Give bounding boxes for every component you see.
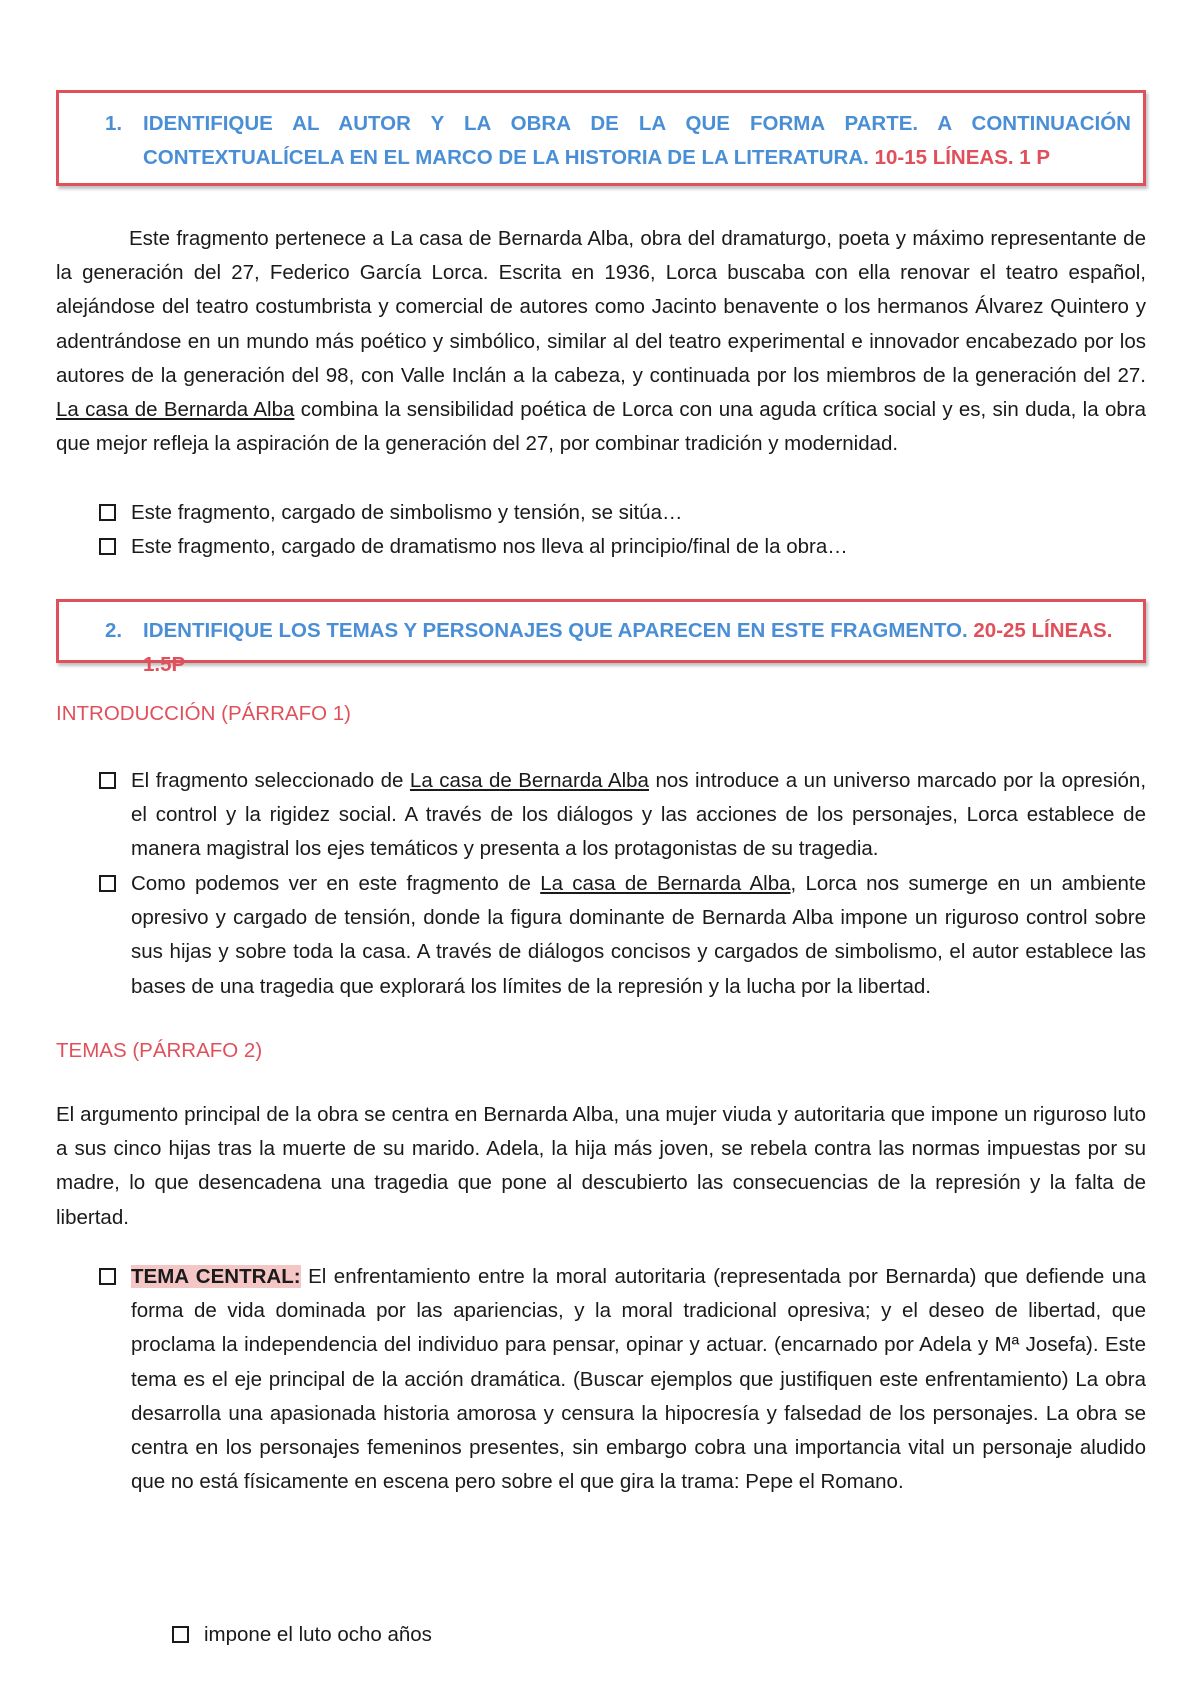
question-1-number: 1. bbox=[105, 112, 123, 135]
intro-heading: INTRODUCCIÓN (PÁRRAFO 1) bbox=[56, 702, 351, 725]
question-1-box bbox=[56, 90, 1146, 186]
checkbox[interactable] bbox=[99, 875, 116, 892]
intro-item-2 bbox=[131, 867, 1146, 1004]
checkbox[interactable] bbox=[99, 504, 116, 521]
intro-item-1-start: El fragmento seleccionado de bbox=[131, 769, 404, 792]
question-2-prompt: IDENTIFIQUE LOS TEMAS Y PERSONAJES QUE APARECEN EN ESTE FRAGMENTO. bbox=[143, 619, 968, 642]
temas-heading: TEMAS (PÁRRAFO 2) bbox=[56, 1039, 263, 1062]
intro-item-1 bbox=[131, 764, 1146, 867]
checkbox[interactable] bbox=[99, 538, 116, 555]
tema-central-text: El enfrentamiento entre la moral autoritaria (representada por Bernarda) que defiende una forma de vida dominada por las apariencias, y la moral tradicional opresiva; y el deseo de libertad, que proclama la independencia del individuo para pensar, opinar y actuar. (encarnado por Adela y Mª Josefa). Este tema es el eje principal de la acción dramática. (Buscar ejemplos que justifiquen este enfrentamiento) La obra desarrolla una apasionada historia amorosa y censura la hipocresía y falsedad de los personajes. La obra se centra en los personajes femeninos presentes, sin embargo cobra una importancia vital un personaje aludido que no está físicamente en escena pero sobre el que gira la trama: Pepe el Romano. bbox=[131, 1265, 1147, 1494]
argumento-paragraph: El argumento principal de la obra se centra en Bernarda Alba, una mujer viuda y autoritaria que impone un riguroso luto a sus cinco hijas tras la muerte de su marido. Adela, la hija más joven, se rebela contra las normas impuestas por su madre, lo que desencadena una tragedia que pone al descubierto las consecuencias de la represión y la falta de libertad. bbox=[56, 1103, 1146, 1229]
sub-item: impone el luto ocho años bbox=[204, 1623, 432, 1646]
intro-item-2-end: , Lorca nos sumerge en un ambiente opresivo y cargado de tensión, donde la figura dominante de Bernarda Alba impone un riguroso control sobre sus hijas y sobre toda la casa. A través de diálogos concisos y cargados de simbolismo, el autor establece las bases de una tragedia que explorará los límites de la represión y la lucha por la libertad. bbox=[131, 872, 1146, 998]
question-1-prompt: IDENTIFIQUE AL AUTOR Y LA OBRA DE LA QUE FORMA PARTE. A CONTINUACIÓN CONTEXTUALÍCELA EN EL MARCO DE LA HISTORIA DE LA LITERATURA. bbox=[143, 112, 1131, 169]
answer-1-title: La casa de Bernarda Alba bbox=[56, 398, 295, 422]
question-1-text bbox=[143, 107, 1131, 175]
question-2-points: 20-25 LÍNEAS. 1.5P bbox=[143, 619, 1113, 676]
question-2-number: 2. bbox=[105, 619, 123, 642]
checkbox[interactable] bbox=[99, 1268, 116, 1285]
intro-item-1-title: La casa de Bernarda Alba bbox=[409, 769, 649, 792]
question-1-points: 10-15 LÍNEAS. 1 P bbox=[874, 146, 1051, 169]
checklist-item: Este fragmento, cargado de dramatismo nos lleva al principio/final de la obra… bbox=[131, 535, 848, 558]
tema-central-label: TEMA CENTRAL: bbox=[131, 1265, 301, 1288]
answer-1-text-end: combina la sensibilidad poética de Lorca con una aguda crítica social y es, sin duda, la obra que mejor refleja la aspiración de la generación del 27, por combinar tradición y modernidad. bbox=[56, 398, 1146, 456]
answer-1-paragraph bbox=[56, 222, 1146, 461]
checkbox[interactable] bbox=[172, 1626, 189, 1643]
answer-1-text: Este fragmento pertenece a La casa de Bernarda Alba, obra del dramaturgo, poeta y máximo representante de la generación del 27, Federico García Lorca. Escrita en 1936, Lorca buscaba con ella renovar el teatro español, alejándose del teatro costumbrista y comercial de autores como Jacinto benavente o los hermanos Álvarez Quintero y adentrándose en un mundo más poético y simbólico, similar al del teatro experimental e innovador encabezado por los autores de la generación del 98, con Valle Inclán a la cabeza, y continuada por los miembros de la generación del 27. bbox=[56, 227, 1146, 387]
tema-central-item bbox=[131, 1260, 1146, 1499]
question-2-box bbox=[56, 599, 1146, 676]
intro-item-1-end: nos introduce a un universo marcado por la opresión, el control y la rigidez social. A través de los diálogos y las acciones de los personajes, Lorca establece de manera magistral los ejes temáticos y presenta a los protagonistas de su tragedia. bbox=[131, 769, 1147, 861]
checkbox[interactable] bbox=[99, 772, 116, 789]
question-2-text bbox=[143, 614, 1131, 682]
intro-item-2-start: Como podemos ver en este fragmento de bbox=[131, 872, 531, 895]
checklist-item: Este fragmento, cargado de simbolismo y tensión, se sitúa… bbox=[131, 501, 683, 524]
intro-item-2-title: La casa de Bernarda Alba bbox=[540, 872, 791, 895]
